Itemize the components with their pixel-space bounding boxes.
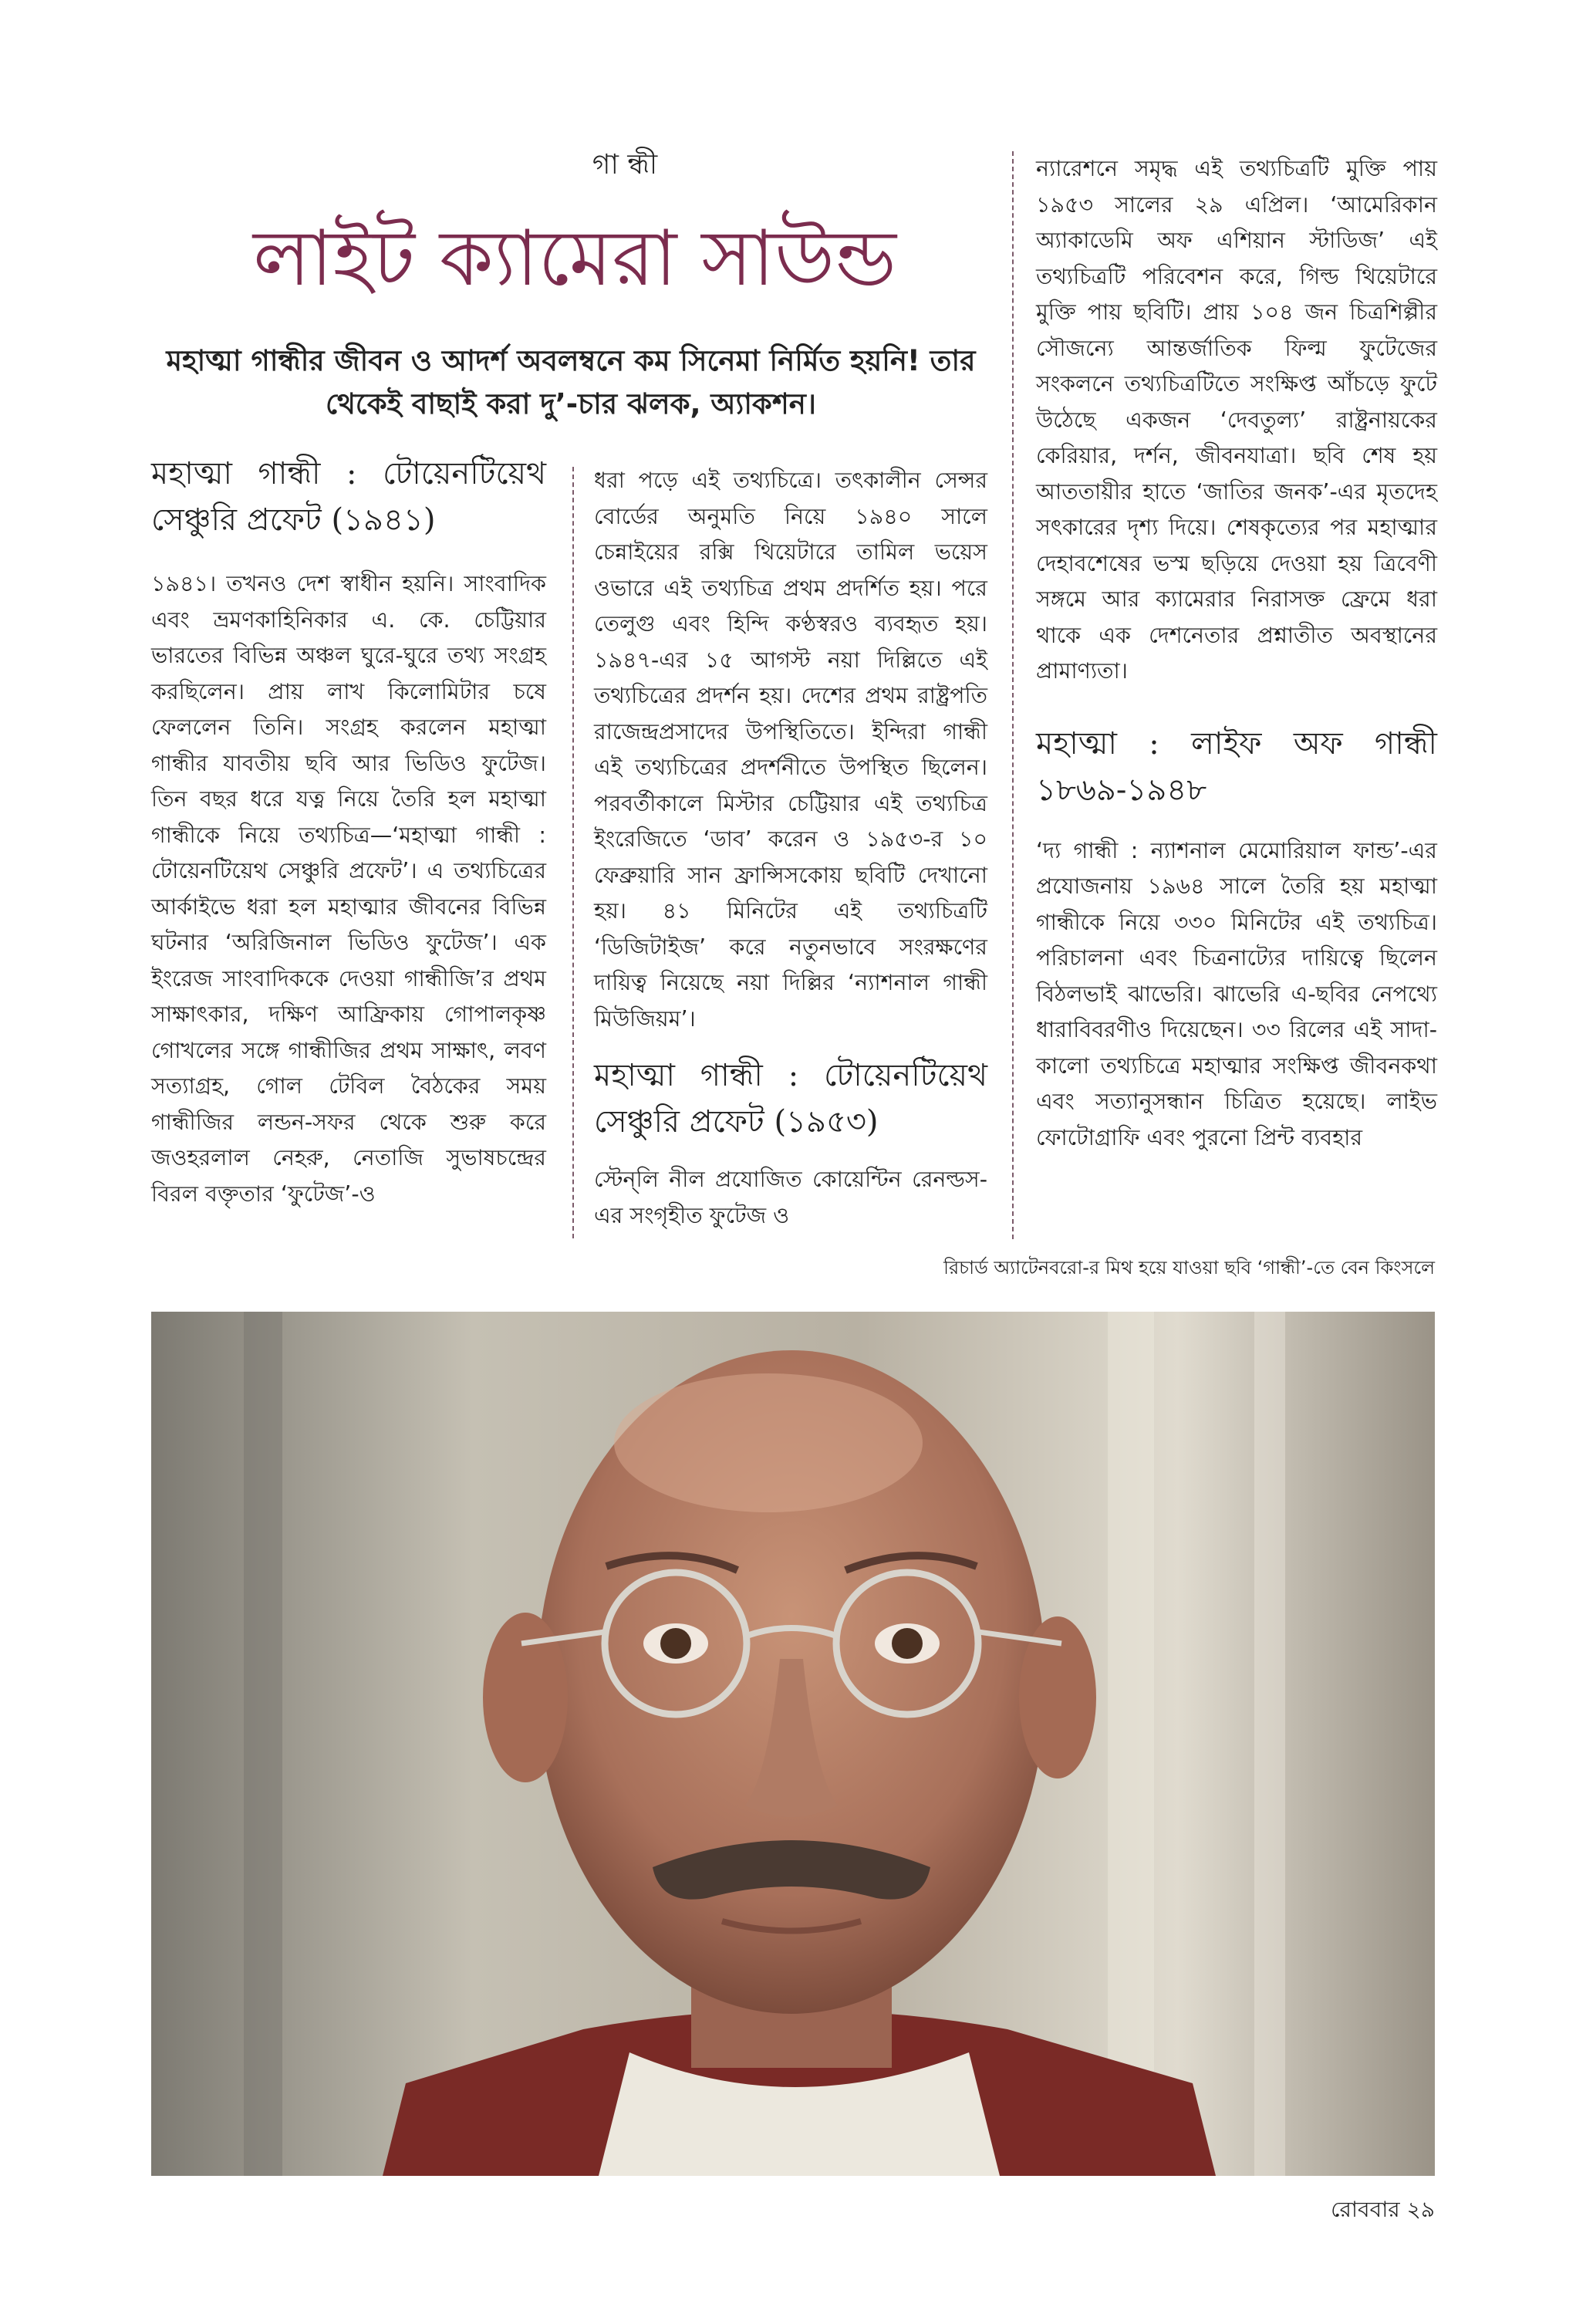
column-divider — [1012, 151, 1014, 1239]
column-3-body: ন্যারেশনে সমৃদ্ধ এই তথ্যচিত্রটি মুক্তি পায় ১৯৫৩ সালের ২৯ এপ্রিল। ‘আমেরিকান অ্যাকাডেমি অফ এশিয়ান স্টাডিজ’ এই তথ্যচিত্রটি পরিবেশন করে, গিল্ড থিয়েটারে মুক্তি পায় ছবিটি। প্রায় ১০৪ জন চিত্রশিল্পীর সৌজন্যে আন্তর্জাতিক ফিল্ম ফুটেজের সংকলনে তথ্যচিত্রটিতে সংক্ষিপ্ত আঁচড়ে ফুটে উঠেছে একজন ‘দেবতুল্য’ রাষ্ট্রনায়কের কেরিয়ার, দর্শন, জীবনযাত্রা। ছবি শেষ হয় আততায়ীর হাতে ‘জাতির জনক’-এর মৃতদেহ সৎকারের দৃশ্য দিয়ে। শেষকৃত্যের পর মহাত্মার দেহাবশেষের ভস্ম ছড়িয়ে দেওয়া হয় ত্রিবেণী সঙ্গমে আর ক্যামেরার নিরাসক্ত ফ্রেমে ধরা থাকে এক দেশনেতার প্রশ্নাতীত অবস্থানের প্রামাণ্যতা। — [1036, 156, 1437, 684]
column-2-subhead: মহাত্মা গান্ধী : টোয়েনটিয়েথ সেঞ্চুরি প্রফেট (১৯৫৩) — [594, 1058, 987, 1140]
column-3-body-continued: ‘দ্য গান্ধী : ন্যাশনাল মেমোরিয়াল ফান্ড’-এর প্রযোজনায় ১৯৬৪ সালে তৈরি হয় মহাত্মা গান্ধীকে নিয়ে ৩৩০ মিনিটের এই তথ্যচিত্র। পরিচালনা এবং চিত্রনাট্যের দায়িত্বে ছিলেন বিঠলভাই ঝাভেরি। ঝাভেরি এ-ছবির নেপথ্যে ধারাবিবরণীও দিয়েছেন। ৩৩ রিলের এই সাদা-কালো তথ্যচিত্রে মহাত্মার সংক্ষিপ্ত জীবনকথা এবং সত্যানুসন্ধান চিত্রিত হয়েছে। লাইভ ফোটোগ্রাফি এবং পুরনো প্রিন্ট ব্যবহার — [1036, 837, 1437, 1150]
column-1-subhead: মহাত্মা গান্ধী : টোয়েনটিয়েথ সেঞ্চুরি প্রফেট (১৯৪১) — [151, 456, 546, 538]
page-headline: লাইট ক্যামেরা সাউন্ড — [252, 213, 897, 303]
article-column-2 — [594, 463, 987, 1234]
column-2-body: ধরা পড়ে এই তথ্যচিত্রে। তৎকালীন সেন্সর বোর্ডের অনুমতি নিয়ে ১৯৪০ সালে চেন্নাইয়ের রক্সি থিয়েটারে তামিল ভয়েস ওভারে এই তথ্যচিত্র প্রথম প্রদর্শিত হয়। পরে তেলুগু এবং হিন্দি কণ্ঠস্বরও ব্যবহৃত হয়। ১৯৪৭-এর ১৫ আগস্ট নয়া দিল্লিতে এই তথ্যচিত্রের প্রদর্শন হয়। দেশের প্রথম রাষ্ট্রপতি রাজেন্দ্রপ্রসাদের উপস্থিতিতে। ইন্দিরা গান্ধী এই তথ্যচিত্রের প্রদর্শনীতে উপস্থিত ছিলেন। পরবর্তীকালে মিস্টার চেট্টিয়ার এই তথ্যচিত্র ইংরেজিতে ‘ডাব’ করেন ও ১৯৫৩-র ১০ ফেব্রুয়ারি সান ফ্রান্সিসকোয় ছবিটি দেখানো হয়। ৪১ মিনিটের এই তথ্যচিত্রটি ‘ডিজিটাইজ’ করে নতুনভাবে সংরক্ষণের দায়িত্ব নিয়েছে নয়া দিল্লির ‘ন্যাশনাল গান্ধী মিউজিয়ম’। — [594, 468, 987, 1032]
page-footer: রোববার ২৯ — [1331, 2197, 1435, 2222]
column-3-subhead: মহাত্মা : লাইফ অফ গান্ধী ১৮৬৯-১৯৪৮ — [1036, 725, 1437, 808]
article-column-3 — [1036, 151, 1437, 1156]
photo-caption: রিচার্ড অ্যাটেনবরো-র মিথ হয়ে যাওয়া ছবি ‘গান্ধী’-তে বেন কিংসলে — [943, 1257, 1435, 1279]
portrait-photo — [151, 1312, 1435, 2176]
section-kicker: গা ন্ধী — [592, 149, 658, 181]
column-1-body: ১৯৪১। তখনও দেশ স্বাধীন হয়নি। সাংবাদিক এবং ভ্রমণকাহিনিকার এ. কে. চেট্টিয়ার ভারতের বিভিন্ন অঞ্চল ঘুরে-ঘুরে তথ্য সংগ্রহ করছিলেন। প্রায় লাখ কিলোমিটার চষে ফেললেন তিনি। সংগ্রহ করলেন মহাত্মা গান্ধীর যাবতীয় ছবি আর ভিডিও ফুটেজ। তিন বছর ধরে যত্ন নিয়ে তৈরি হল মহাত্মা গান্ধীকে নিয়ে তথ্যচিত্র—‘মহাত্মা গান্ধী : টোয়েনটিয়েথ সেঞ্চুরি প্রফেট’। এ তথ্যচিত্রের আর্কাইভে ধরা হল মহাত্মার জীবনের বিভিন্ন ঘটনার ‘অরিজিনাল ভিডিও ফুটেজ’। এক ইংরেজ সাংবাদিককে দেওয়া গান্ধীজি’র প্রথম সাক্ষাৎকার, দক্ষিণ আফ্রিকায় গোপালকৃষ্ণ গোখলের সঙ্গে গান্ধীজির প্রথম সাক্ষাৎ, লবণ সত্যাগ্রহ, গোল টেবিল বৈঠকের সময় গান্ধীজির লন্ডন-সফর থেকে শুরু করে জওহরলাল নেহরু, নেতাজি সুভাষচন্দ্রের বিরল বক্তৃতার ‘ফুটেজ’-ও — [151, 571, 546, 1207]
column-2-body-continued: স্টেন্‌লি নীল প্রযোজিত কোয়েন্টিন রেনল্ডস-এর সংগৃহীত ফুটেজ ও — [594, 1167, 987, 1228]
article-column-1 — [151, 451, 546, 1212]
column-divider — [572, 467, 574, 1238]
headline-deck: মহাত্মা গান্ধীর জীবন ও আদর্শ অবলম্বনে কম সিনেমা নির্মিত হয়নি! তার থেকেই বাছাই করা দু’-চার ঝলক, অ্যাকশন। — [166, 344, 976, 421]
